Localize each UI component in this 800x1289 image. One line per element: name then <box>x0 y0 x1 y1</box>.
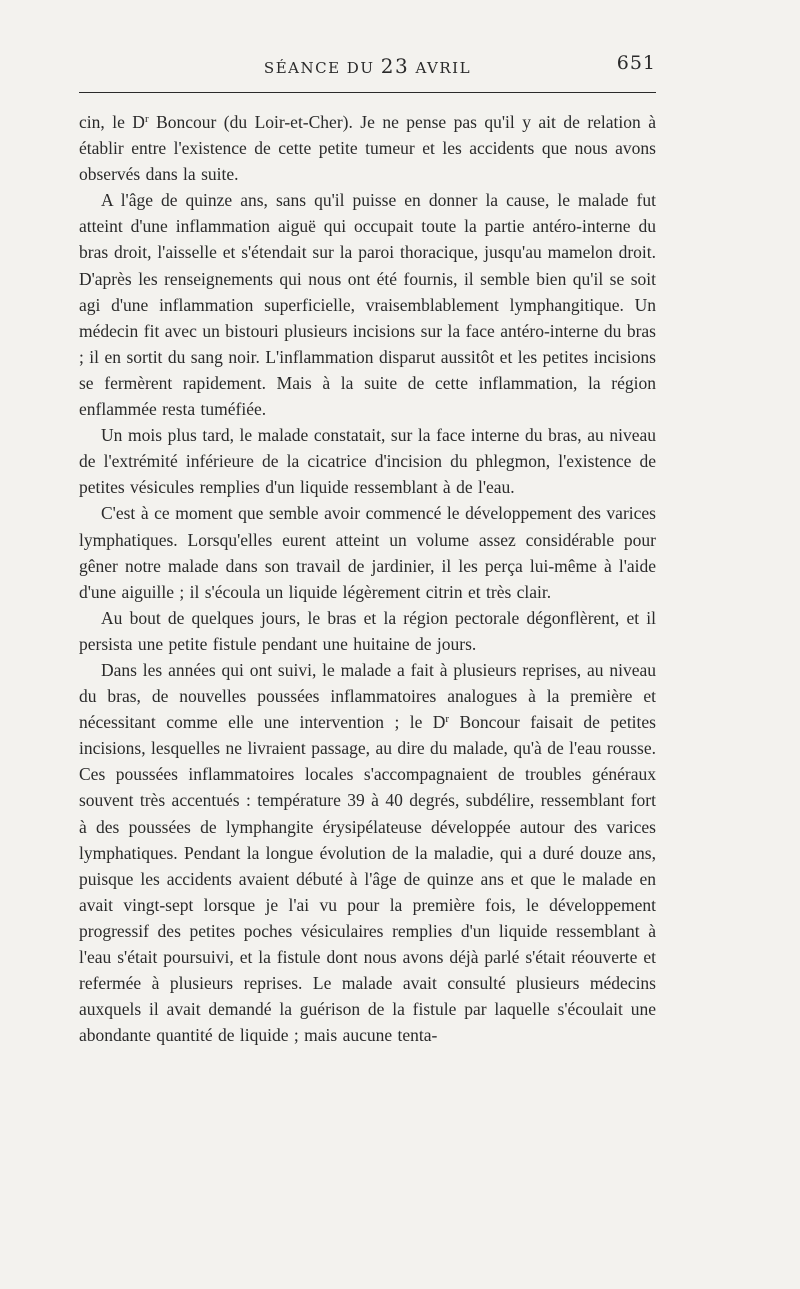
running-title-day: 23 <box>380 54 410 78</box>
paragraph-6-sup: r <box>445 713 450 726</box>
page <box>79 50 656 1048</box>
paragraph-1 <box>79 109 656 187</box>
paragraph-1-part1: cin, le D <box>79 112 145 132</box>
running-title <box>79 54 656 78</box>
paragraph-1-sup: r <box>144 113 149 125</box>
paragraph-6-part1: Dans les années qui ont suivi, le malade a fait à plusieurs reprises, au niveau du bras, de nouvelles poussées inflammatoires analogues à la première et nécessitant comme elle une intervention ; le D <box>79 659 656 733</box>
paragraph-6 <box>79 657 656 1048</box>
running-title-part1: SÉANCE DU <box>263 59 381 77</box>
paragraph-1-part2: Boncour (du Loir-et-Cher). Je ne pense pas qu'il y ait de relation à établir entre l'existence de cette petite tumeur et les accidents que nous avons observés dans la suite. <box>79 112 656 185</box>
running-title-part2: AVRIL <box>409 59 472 77</box>
paragraph-3: Un mois plus tard, le malade constatait, sur la face interne du bras, au niveau de l'extrémité inférieure de la cicatrice d'incision du phlegmon, l'existence de petites vésicules remplies d'un liquide ressemblant à de l'eau. <box>79 425 656 498</box>
page-number: 651 <box>616 52 656 74</box>
body-text <box>79 109 656 1048</box>
paragraph-6-part2: Boncour faisait de petites incisions, lesquelles ne livraient passage, au dire du malade, qu'à de l'eau rousse. Ces poussées inflammatoires locales s'accompagnaient de troubles généraux souvent très accentués : température 39 à 40 degrés, subdélire, ressemblant fort à des poussées de lymphangite érysipélateuse développée autour des varices lymphatiques. Pendant la longue évolution de la maladie, qui a duré douze ans, puisque les accidents avaient débuté à l'âge de quinze ans et que le malade en avait vingt-sept lorsque je l'ai vu pour la première fois, le développement progressif des petites poches vésiculaires remplies d'un liquide ressemblant à l'eau s'était poursuivi, et la fistule dont nous avons déjà parlé s'était réouverte et refermée à plusieurs reprises. Le malade avait consulté plusieurs médecins auxquels il avait demandé la guérison de la fistule par laquelle s'écoulait une abondante quantité de liquide ; mais aucune tenta- <box>79 712 656 1046</box>
paragraph-5: Au bout de quelques jours, le bras et la région pectorale dégonflèrent, et il persista une petite fistule pendant une huitaine de jours. <box>79 607 656 654</box>
header-rule <box>79 92 656 93</box>
running-head <box>79 50 656 84</box>
paragraph-4: C'est à ce moment que semble avoir commencé le développement des varices lymphatiques. Lorsqu'elles eurent atteint un volume assez considérable pour gêner notre malade dans son travail de jardinier, il les perça lui-même à l'aide d'une aiguille ; il s'écoula un liquide légèrement citrin et très clair. <box>79 503 656 602</box>
paragraph-2: A l'âge de quinze ans, sans qu'il puisse en donner la cause, le malade fut atteint d'une inflammation aiguë qui occupait toute la partie antéro-interne du bras droit, l'aisselle et s'étendait sur la paroi thoracique, jusqu'au mamelon droit. D'après les renseignements qui nous ont été fournis, il semble bien qu'il se soit agi d'une inflammation superficielle, vraisemblablement lymphangitique. Un médecin fit avec un bistouri plusieurs incisions sur la face antéro-interne du bras ; il en sortit du sang noir. L'inflammation disparut aussitôt et les petites incisions se fermèrent rapidement. Mais à la suite de cette inflammation, la région enflammée resta tuméfiée. <box>79 190 656 420</box>
